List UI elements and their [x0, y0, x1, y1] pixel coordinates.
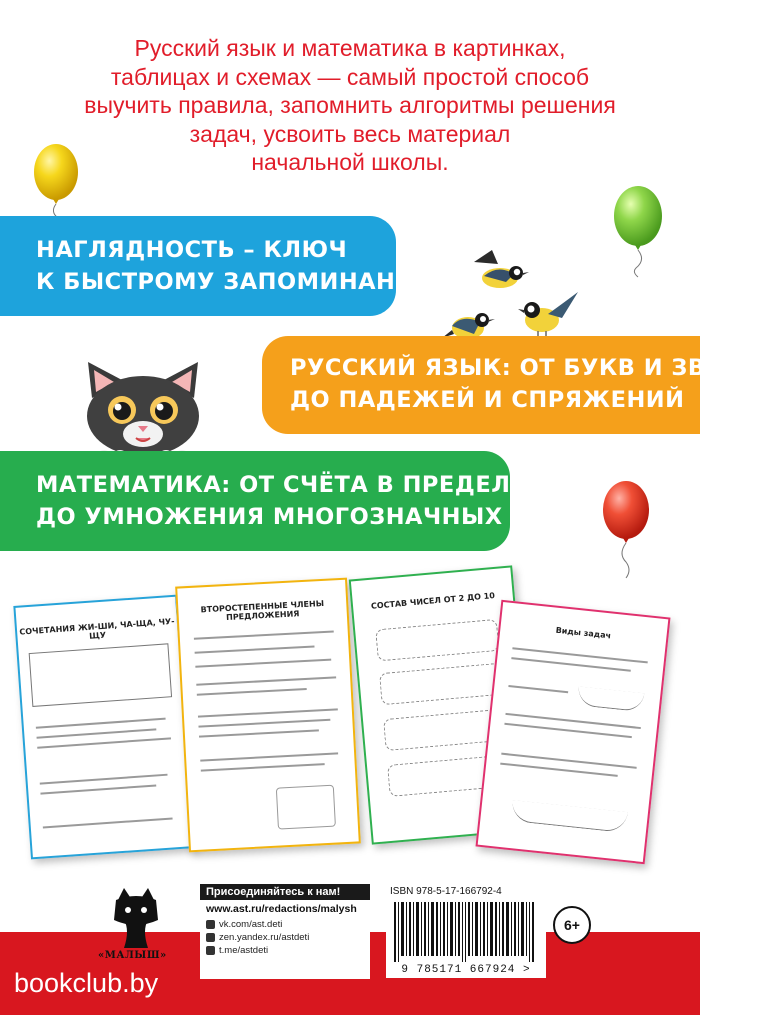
banner-line: РУССКИЙ ЯЗЫК: ОТ БУКВ И ЗВУКОВ — [290, 355, 780, 381]
social-link-vk[interactable] — [200, 918, 370, 931]
publisher-logo-text: «МАЛЫШ» — [98, 950, 167, 961]
barcode-digits: 9 785171 667924 > — [401, 964, 531, 976]
age-rating-badge: 6+ — [553, 906, 591, 944]
intro-line: Русский язык и математика в картинках, — [134, 35, 566, 61]
sample-page-title: Виды задач — [555, 625, 612, 641]
banner-russian-language — [262, 336, 780, 434]
intro-line: выучить правила, запомнить алгоритмы решения — [84, 92, 616, 118]
social-link-zen[interactable] — [200, 931, 370, 944]
sample-page-1 — [13, 595, 194, 860]
barcode-block — [386, 884, 546, 978]
social-info-box — [200, 884, 370, 979]
green-balloon-icon — [606, 182, 670, 277]
join-header: Присоединяйтесь к нам! — [200, 884, 370, 900]
banner-line: ДО ПАДЕЖЕЙ И СПРЯЖЕНИЙ — [290, 387, 685, 413]
site-watermark[interactable]: bookclub.by — [14, 968, 159, 998]
website-link[interactable]: www.ast.ru/redactions/malysh — [206, 903, 357, 915]
banner-line: НАГЛЯДНОСТЬ – КЛЮЧ — [36, 237, 348, 263]
banner-visual-learning — [0, 216, 442, 316]
cat-icon — [76, 358, 210, 456]
intro-line: начальной школы. — [251, 149, 449, 175]
social-link-label: vk.com/ast.deti — [219, 919, 283, 930]
banner-mathematics — [0, 451, 602, 551]
social-link-label: t.me/astdeti — [219, 945, 269, 956]
intro-line: задач, усвоить весь материал — [189, 120, 511, 147]
publisher-cat-logo-icon — [104, 886, 166, 950]
bird-icon — [518, 288, 580, 340]
banner-line: МАТЕМАТИКА: ОТ СЧЁТА В ПРЕДЕЛАХ 10 — [36, 472, 587, 498]
telegram-icon — [206, 946, 215, 955]
sample-page-4 — [476, 600, 671, 864]
intro-line: таблицах и схемах — самый простой способ — [110, 63, 590, 90]
banner-line: ДО УМНОЖЕНИЯ МНОГОЗНАЧНЫХ ЧИСЕЛ — [36, 504, 602, 530]
sample-page-2 — [175, 578, 361, 853]
vk-icon — [206, 920, 215, 929]
banner-line: К БЫСТРОМУ ЗАПОМИНАНИЮ — [36, 269, 442, 295]
zen-icon — [206, 933, 215, 942]
barcode-icon — [392, 902, 538, 962]
intro-paragraph — [60, 34, 640, 177]
sample-page-title: СОЧЕТАНИЯ ЖИ-ШИ, ЧА-ЩА, ЧУ-ЩУ — [19, 616, 175, 641]
sample-page-title: СОСТАВ ЧИСЕЛ ОТ 2 ДО 10 — [370, 591, 496, 611]
isbn-text: ISBN 978-5-17-166792-4 — [390, 886, 502, 897]
red-balloon-icon — [596, 478, 656, 578]
sample-page-title: ВТОРОСТЕПЕННЫЕ ЧЛЕНЫ ПРЕДЛОЖЕНИЯ — [200, 598, 325, 623]
social-link-label: zen.yandex.ru/astdeti — [219, 932, 310, 943]
social-link-telegram[interactable] — [200, 944, 370, 957]
